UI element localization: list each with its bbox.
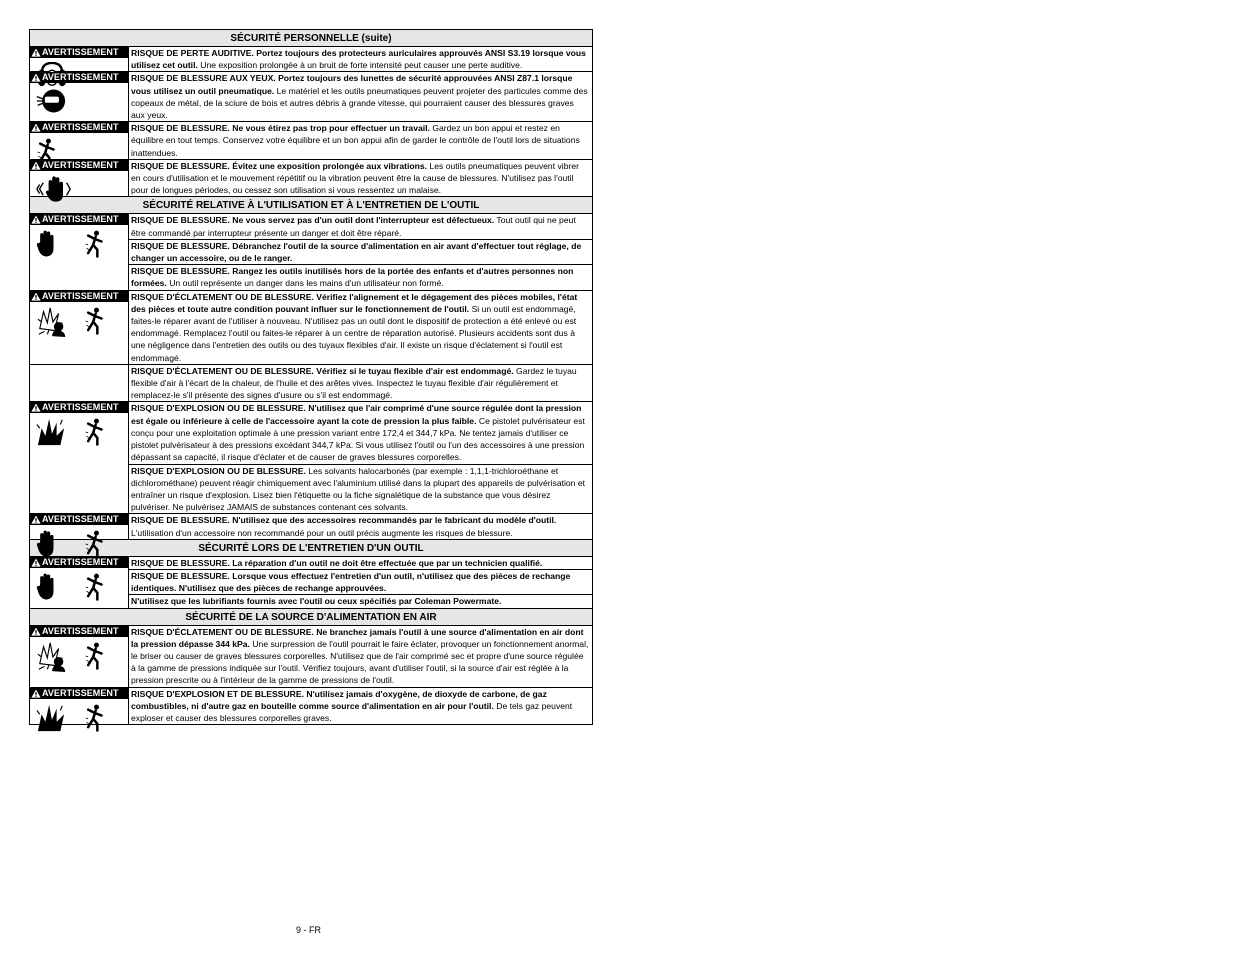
explosion-icon	[36, 417, 66, 447]
warning-body: Les outils pneumatiques peuvent vibrer en cours d'utilisation et le mouvement répétitif ou la vibration peuvent être la cause de blessures. N'utilisez pas l'outil pour de longues périodes, ou cessez son utilisation si vous ressentez un malaise.	[131, 160, 579, 196]
warning-group	[30, 160, 592, 198]
warning-icons	[30, 214, 129, 289]
warning-heading: RISQUE D'EXPLOSION OU DE BLESSURE.	[131, 465, 306, 476]
warning-label: AVERTISSEMENT	[42, 290, 119, 301]
warning-texts	[129, 291, 592, 364]
warning-texts	[129, 47, 592, 71]
warning-text	[129, 465, 592, 514]
warning-badge	[30, 402, 128, 413]
warning-icons	[30, 688, 129, 725]
warning-group	[30, 365, 592, 403]
warning-body: L'utilisation d'un accessoire non recommandé pour un outil précis augmente les risques de blessure.	[131, 527, 513, 538]
warning-texts	[129, 626, 592, 687]
warning-texts	[129, 160, 592, 197]
warning-icons	[30, 402, 129, 513]
warning-texts	[129, 365, 592, 402]
warning-icons	[30, 47, 129, 71]
warning-text	[129, 240, 592, 265]
burst-icon	[36, 306, 68, 338]
warning-texts	[129, 688, 592, 725]
warning-icons	[30, 365, 129, 402]
falling-person-icon	[84, 703, 104, 733]
warning-badge	[30, 514, 128, 525]
falling-person-icon	[84, 572, 104, 602]
warning-badge	[30, 214, 128, 225]
warning-label: AVERTISSEMENT	[42, 159, 119, 170]
safety-table	[29, 29, 593, 725]
warning-group	[30, 688, 592, 725]
warning-text	[129, 214, 592, 239]
warning-icons	[30, 626, 129, 687]
warning-texts	[129, 122, 592, 159]
warning-body: Les solvants halocarbonés (par exemple : 1,1,1-trichloroéthane et dichlorométhane) peuvent réagir chimiquement avec l'aluminium utilisé dans la plupart des appareils de pulvérisation et entraîner un risque d'explosion. Lisez bien l'étiquette ou la fiche signalétique de la substance que vous désirez pulvériser. Ne pulvérisez JAMAIS de substances contenant ces solvants.	[131, 465, 586, 513]
warning-body: Gardez un bon appui et restez en équilibre en tout temps. Conservez votre équilibre et un bon appui afin de garder le contrôle de l'outil lors de situations inattendues.	[131, 123, 580, 158]
warning-icons	[30, 514, 129, 538]
section-title: SÉCURITÉ RELATIVE À L'UTILISATION ET À L'ENTRETIEN DE L'OUTIL	[30, 197, 592, 214]
warning-text	[129, 122, 592, 159]
warning-heading: RISQUE DE BLESSURE. Ne vous servez pas d'un outil dont l'interrupteur est défectueux.	[131, 215, 495, 226]
warning-group	[30, 214, 592, 290]
warning-texts	[129, 557, 592, 608]
warning-text	[129, 47, 592, 71]
warning-icons	[30, 557, 129, 608]
warning-badge	[30, 626, 128, 637]
warning-triangle-icon	[31, 558, 41, 567]
falling-person-icon	[84, 229, 104, 259]
eye-protection-icon	[36, 87, 66, 115]
warning-icons	[30, 291, 129, 364]
warning-triangle-icon	[31, 123, 41, 132]
warning-body: Une exposition prolongée à un bruit de forte intensité peut causer une perte auditive.	[197, 60, 523, 71]
warning-text	[129, 570, 592, 595]
warning-group	[30, 72, 592, 122]
warning-badge	[30, 291, 128, 302]
warning-icons	[30, 72, 129, 121]
warning-body: Si un outil est endommagé, faites-le réparer avant de l'utiliser à nouveau. N'utilisez pas un outil dont le dispositif de protection a été enlevé ou est endommagé. Remplacez l'outil ou faites-le réparer à un centre de réparation autorisé. Plusieurs accidents sont dus à une négligence dans l'entretien des outils ou des tuyaux flexibles d'air. Il existe un risque d'éclatement si l'outil est endommagé.	[131, 303, 577, 363]
warning-heading: N'utilisez que les lubrifiants fournis avec l'outil ou ceux spécifiés par Coleman Powermate.	[131, 596, 502, 607]
hand-stop-icon	[36, 529, 56, 559]
warning-triangle-icon	[31, 292, 41, 301]
warning-heading: RISQUE DE BLESSURE. Débranchez l'outil de la source d'alimentation en air avant d'effectuer tout réglage, de changer un accessoire, ou de le ranger.	[131, 240, 582, 264]
warning-label: AVERTISSEMENT	[42, 214, 119, 225]
hand-stop-icon	[36, 572, 56, 602]
warning-badge	[30, 160, 128, 171]
warning-triangle-icon	[31, 73, 41, 82]
section-title: SÉCURITÉ LORS DE L'ENTRETIEN D'UN OUTIL	[30, 540, 592, 557]
warning-heading: RISQUE DE PERTE AUDITIVE. Portez toujours des protecteurs auriculaires approuvés ANSI S3.19 lorsque vous utilisez cet outil.	[131, 48, 586, 71]
page-number: 9 - FR	[296, 925, 322, 935]
warning-group	[30, 626, 592, 688]
warning-badge	[30, 557, 128, 568]
warning-label: AVERTISSEMENT	[42, 47, 119, 57]
warning-triangle-icon	[31, 515, 41, 524]
warning-label: AVERTISSEMENT	[42, 625, 119, 636]
warning-heading: RISQUE DE BLESSURE. Évitez une exposition prolongée aux vibrations.	[131, 160, 428, 171]
warning-text	[129, 402, 592, 464]
warning-texts	[129, 72, 592, 121]
warning-label: AVERTISSEMENT	[42, 687, 119, 698]
section-title: SÉCURITÉ DE LA SOURCE D'ALIMENTATION EN AIR	[30, 609, 592, 626]
warning-text	[129, 72, 592, 121]
warning-heading: RISQUE DE BLESSURE. La réparation d'un outil ne doit être effectuée que par un technicien qualifié.	[131, 557, 543, 568]
warning-body: De tels gaz peuvent exploser et causer des blessures corporelles graves.	[131, 700, 573, 723]
warning-label: AVERTISSEMENT	[42, 556, 119, 567]
falling-person-icon	[84, 417, 104, 447]
warning-heading: RISQUE DE BLESSURE. Rangez les outils inutilisés hors de la portée des enfants et d'autres personnes non formées.	[131, 266, 574, 289]
warning-triangle-icon	[31, 215, 41, 224]
warning-group	[30, 47, 592, 72]
warning-triangle-icon	[31, 48, 41, 57]
warning-heading: RISQUE D'ÉCLATEMENT OU DE BLESSURE. Vérifiez si le tuyau flexible d'air est endommagé.	[131, 365, 514, 376]
warning-heading: RISQUE DE BLESSURE. Ne vous étirez pas trop pour effectuer un travail.	[131, 123, 430, 134]
warning-badge	[30, 122, 128, 133]
falling-person-icon	[84, 641, 104, 671]
warning-group	[30, 122, 592, 160]
warning-badge	[30, 72, 128, 83]
warning-text	[129, 595, 592, 607]
falling-person-icon	[84, 529, 104, 559]
warning-text	[129, 514, 592, 538]
warning-texts	[129, 214, 592, 289]
warning-heading: RISQUE DE BLESSURE. Lorsque vous effectuez l'entretien d'un outil, n'utilisez que des pièces de rechange identiques. N'utilisez que des pièces de rechange approuvées.	[131, 570, 571, 594]
vibration-hand-icon	[36, 175, 72, 203]
warning-texts	[129, 402, 592, 513]
warning-text	[129, 688, 592, 725]
hand-stop-icon	[36, 229, 56, 259]
warning-texts	[129, 514, 592, 538]
warning-label: AVERTISSEMENT	[42, 514, 119, 525]
warning-heading: RISQUE DE BLESSURE AUX YEUX. Portez toujours des lunettes de sécurité approuvées ANSI Z87.1 lorsque vous utilisez un outil pneumatique.	[131, 73, 573, 96]
warning-heading: RISQUE D'EXPLOSION OU DE BLESSURE. N'utilisez que l'air comprimé d'une source régulée dont la pression est égale ou inférieure à celle de l'accessoire ayant la cote de pression la plus faible.	[131, 403, 582, 426]
warning-icons	[30, 122, 129, 159]
warning-text	[129, 265, 592, 289]
warning-badge	[30, 688, 128, 699]
warning-badge	[30, 47, 128, 58]
warning-text	[129, 557, 592, 570]
warning-triangle-icon	[31, 161, 41, 170]
warning-body: Gardez le tuyau flexible d'air à l'écart de la chaleur, de l'huile et des arêtes vives. Inspectez le tuyau flexible d'air régulièrement et remplacez-le s'il présente des signes d'usure ou s'il est endommagé.	[131, 365, 577, 401]
warning-triangle-icon	[31, 627, 41, 636]
warning-label: AVERTISSEMENT	[42, 402, 119, 413]
warning-heading: RISQUE D'EXPLOSION ET DE BLESSURE. N'utilisez jamais d'oxygène, de dioxyde de carbone, de gaz combustibles, ni d'autre gaz en bouteille comme source d'alimentation en air pour l'outil.	[131, 688, 547, 711]
explosion-icon	[36, 703, 66, 733]
warning-body: Ce pistolet pulvérisateur est conçu pour une exploitation optimale à une pression variant entre 172,4 et 344,7 kPa. Ne tentez jamais d'utiliser ce pistolet pulvérisateur à des pressions excédant 344,7 kPa. Si vous utilisez l'outil ou l'un des accessoires à une pression dépassant sa capacité, il risque d'éclater et de causer de graves blessures corporelles.	[131, 415, 585, 463]
falling-person-icon	[84, 306, 104, 336]
warning-heading: RISQUE D'ÉCLATEMENT OU DE BLESSURE. Ne branchez jamais l'outil à une source d'alimentation en air dont la pression dépasse 344 kPa.	[131, 626, 584, 649]
warning-triangle-icon	[31, 689, 41, 698]
warning-body: Le matériel et les outils pneumatiques peuvent projeter des particules comme des copeaux de métal, de la sciure de bois et autres débris à grande vitesse, qui pourraient causer des blessures graves aux yeux.	[131, 85, 588, 121]
warning-group	[30, 291, 592, 365]
warning-group	[30, 557, 592, 609]
warning-body: Tout outil qui ne peut être commandé par interrupteur présente un danger et doit être réparé.	[131, 215, 576, 238]
warning-heading: RISQUE D'ÉCLATEMENT OU DE BLESSURE. Vérifiez l'alignement et le dégagement des pièces mobiles, l'état des pièces et toute autre condition pouvant influer sur le fonctionnement de l'outil.	[131, 291, 578, 314]
warning-triangle-icon	[31, 403, 41, 412]
burst-icon	[36, 641, 68, 673]
warning-icons	[30, 160, 129, 197]
warning-group	[30, 402, 592, 514]
warning-text	[129, 160, 592, 197]
warning-text	[129, 626, 592, 687]
warning-group	[30, 514, 592, 539]
warning-text	[129, 365, 592, 402]
warning-body: Une surpression de l'outil pourrait le faire éclater, provoquer un fonctionnement anormal, le briser ou causer de graves blessures corporelles. N'utilisez que de l'air comprimé sec et propre d'une source régulée à la gamme de pressions indiquée sur l'outil. Vérifiez toujours, avant d'utiliser l'outil, si la source d'air est réglée à la pression prescrite ou à l'intérieur de la gamme de pressions de l'outil.	[131, 638, 589, 686]
warning-label: AVERTISSEMENT	[42, 72, 119, 83]
warning-text	[129, 291, 592, 364]
warning-label: AVERTISSEMENT	[42, 122, 119, 133]
warning-body: Un outil représente un danger dans les mains d'un utilisateur non formé.	[166, 278, 444, 289]
section-title: SÉCURITÉ PERSONNELLE (suite)	[30, 30, 592, 47]
warning-heading: RISQUE DE BLESSURE. N'utilisez que des accessoires recommandés par le fabricant du modèle d'outil.	[131, 515, 557, 526]
